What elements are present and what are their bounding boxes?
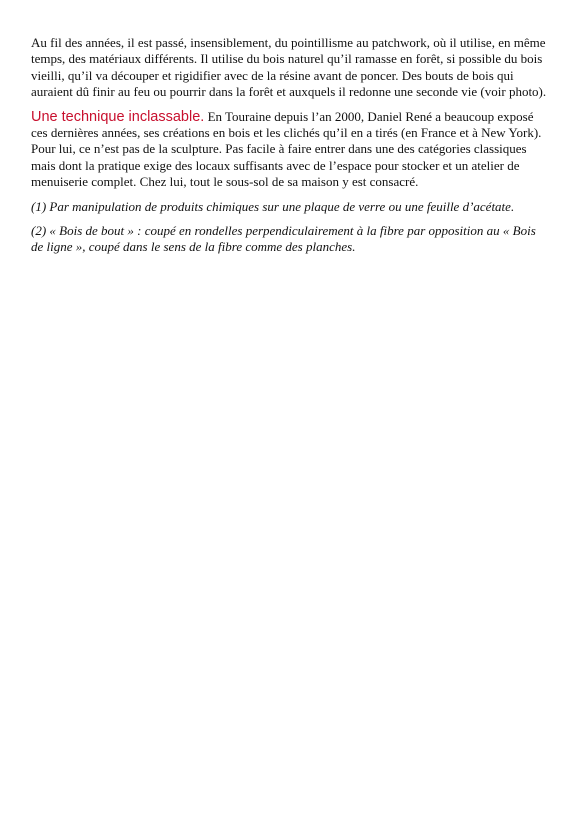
footnote-2: (2) « Bois de bout » : coupé en rondelles perpendiculairement à la fibre par opposition au « Bois de ligne », coupé dans le sens de la fibre comme des planches. <box>31 223 536 255</box>
section-heading: Une technique inclassable. <box>31 108 205 125</box>
article-page <box>31 35 551 256</box>
footnote-1: (1) Par manipulation de produits chimiques sur une plaque de verre ou une feuille d’acétate. <box>31 198 515 214</box>
body-paragraph-1: Au fil des années, il est passé, insensiblement, du pointillisme au patchwork, où il utilise, en même temps, des matériaux différents. Il utilise du bois naturel qu’il ramasse en forêt, si possible du bois vieilli, qu’il va découper et rigidifier avec de la résine avant de poncer. Des bouts de bois qui auraient dû finir au feu ou pourrir dans la forêt et auxquels il redonne une seconde vie (voir photo). <box>31 35 547 100</box>
body-paragraph-2 <box>31 109 551 191</box>
body-paragraph-2-text: En Touraine depuis l’an 2000, Daniel René a beaucoup exposé ces dernières années, ses créations en bois et les clichés qu’il en a tirés (en France et à New York). Pour lui, ce n’est pas de la sculpture. Pas facile à faire entrer dans une des catégories classiques mais dont la pratique exige des locaux suffisants avec de l’espace pour stocker et un atelier de menuiserie complet. Chez lui, tout le sous-sol de sa maison y est consacré. <box>31 108 542 190</box>
